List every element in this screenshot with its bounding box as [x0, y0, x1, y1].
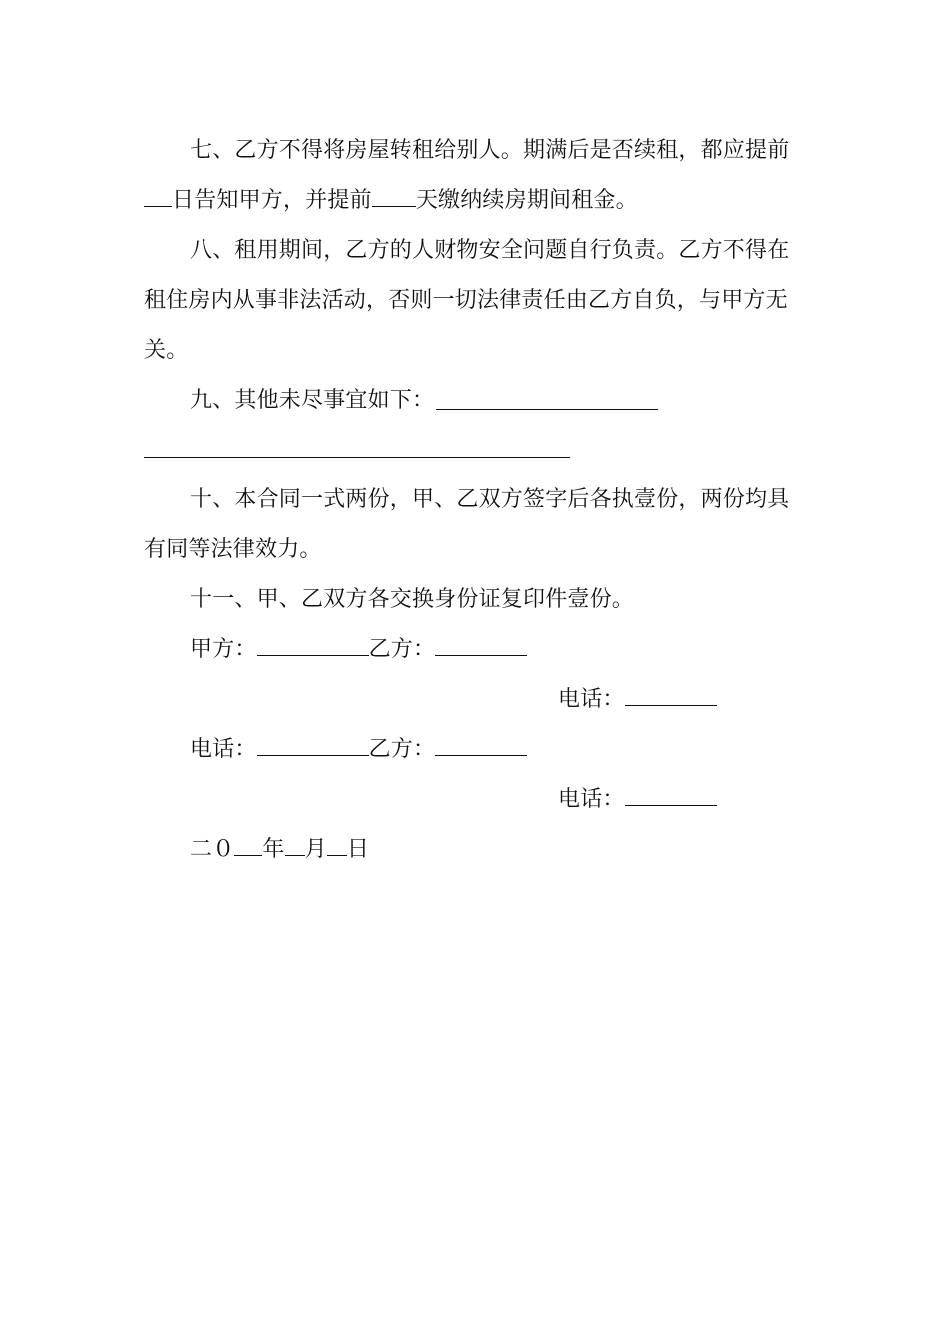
date-prefix: 二０ [190, 837, 235, 862]
party-a-label: 甲方： [190, 637, 257, 662]
date-line [190, 835, 369, 865]
phone-blank-right-2 [625, 785, 717, 806]
date-year: 年 [262, 837, 285, 862]
advance-days-blank [372, 186, 416, 207]
clause-eight-line-3: 关。 [144, 338, 189, 363]
clause-seven-text-b: 天缴纳续房期间租金。 [415, 188, 638, 213]
notice-days-blank [144, 186, 172, 207]
phone-label-right-1: 电话： [558, 687, 625, 712]
clause-seven-line-1: 七、乙方不得将房屋转租给别人。期满后是否续租，都应提前 [190, 138, 790, 163]
clause-nine-line-1 [190, 386, 434, 416]
clause-eleven-line-1: 十一、甲、乙双方各交换身份证复印件壹份。 [190, 587, 635, 612]
year-blank [234, 835, 262, 856]
party-b-label-1: 乙方： [368, 637, 436, 662]
phone-label-left: 电话： [190, 737, 257, 762]
clause-ten-line-2: 有同等法律效力。 [144, 537, 322, 562]
clause-seven-line-2 [144, 186, 638, 216]
other-matters-blank-1 [436, 409, 658, 410]
clause-ten-line-1: 十、本合同一式两份，甲、乙双方签字后各执壹份，两份均具 [190, 487, 790, 512]
party-b-signature-blank-2 [435, 735, 527, 756]
date-day: 日 [346, 837, 370, 862]
phone-label-right-2: 电话： [558, 787, 625, 812]
day-blank [327, 835, 347, 856]
clause-eight-line-2: 租住房内从事非法活动，否则一切法律责任由乙方自负，与甲方无 [144, 288, 788, 313]
signature-row-4 [558, 785, 717, 815]
clause-nine-text: 九、其他未尽事宜如下： [190, 388, 435, 413]
month-blank [285, 835, 305, 856]
signature-row-3 [190, 735, 527, 765]
party-b-label-2: 乙方： [368, 737, 436, 762]
party-b-signature-blank-1 [435, 635, 527, 656]
clause-seven-text-a: 日告知甲方，并提前 [172, 188, 372, 213]
other-matters-blank-2 [144, 457, 570, 458]
signature-row-1 [190, 635, 527, 665]
phone-blank-right-1 [625, 685, 717, 706]
clause-eight-line-1: 八、租用期间，乙方的人财物安全问题自行负责。乙方不得在 [190, 238, 790, 263]
date-month: 月 [304, 837, 327, 862]
party-a-signature-blank [257, 635, 369, 656]
signature-row-2 [558, 685, 717, 715]
phone-blank-left [257, 735, 369, 756]
